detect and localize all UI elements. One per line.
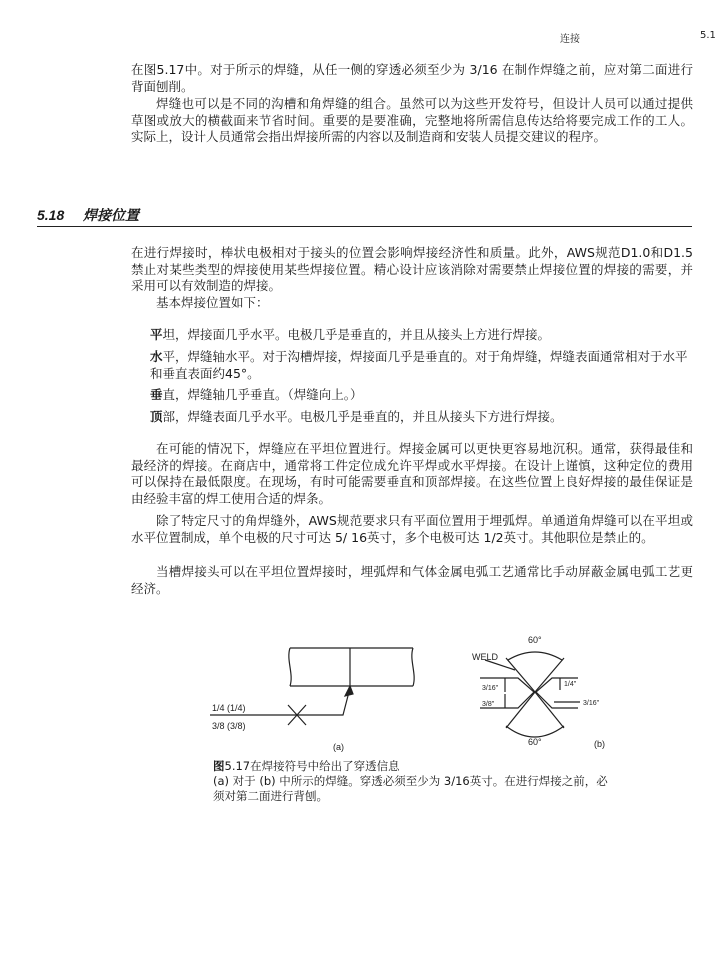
- position-key: 平: [150, 327, 163, 342]
- dim-label-38: 3/8": [482, 701, 495, 708]
- body-paragraph-1: 在进行焊接时，棒状电极相对于接头的位置会影响焊接经济性和质量。此外，AWS规范D1.0和D1.5禁止对某些类型的焊接使用某些焊接位置。精心设计应该消除对需要禁止焊接位置的焊接的需要，并采用可以有效制造的焊接。: [131, 245, 693, 293]
- body-paragraph-5: 当槽焊接头可以在平坦位置焊接时，埋弧焊和气体金属电弧工艺通常比手动屏蔽金属电弧工艺更经济。: [131, 564, 693, 596]
- caption-line-2: (a) 对于 (b) 中所示的焊缝。穿透必须至少为 3/16英寸。在进行焊接之前，必须对第二面进行背刨。: [213, 774, 608, 803]
- figure-a-label: (a): [333, 742, 344, 752]
- groove-line-bl: [506, 692, 535, 728]
- position-key: 垂: [150, 387, 163, 402]
- arrow-line: [310, 688, 350, 715]
- symbol-dim-bottom: 3/8 (3/8): [212, 721, 246, 731]
- position-key: 水: [150, 349, 163, 364]
- weld-label: WELD: [472, 652, 499, 662]
- weld-arc-top: [508, 652, 562, 660]
- page-number: 5.1: [700, 30, 716, 41]
- position-key: 顶: [150, 409, 163, 424]
- body-paragraph-4: 除了特定尺寸的角焊缝外，AWS规范要求只有平面位置用于埋弧焊。单通道角焊缝可以在平坦或水平位置制成，单个电极的尺寸可达 5/ 16英寸，多个电极可达 1/2英寸。其他职位是禁止的。: [131, 513, 693, 545]
- position-item-vertical: [150, 387, 694, 404]
- section-number: 5.18: [37, 207, 65, 223]
- section-rule: [37, 226, 692, 227]
- caption-line-1: 5.17在焊接符号中给出了穿透信息: [224, 759, 400, 773]
- weld-arc-bottom: [506, 726, 564, 737]
- intro-paragraph-1: 在图5.17中。对于所示的焊缝，从任一侧的穿透必须至少为 3/16 在制作焊缝之前，应对第二面进行背面刨削。: [131, 62, 693, 94]
- plate-break-left: [289, 648, 291, 686]
- caption-head: 图: [213, 759, 225, 773]
- section-title: 焊接位置: [83, 207, 139, 223]
- plate-break-right: [412, 648, 414, 686]
- position-text: 部，焊缝表面几乎水平。电极几乎是垂直的，并且从接头下方进行焊接。: [162, 409, 563, 424]
- weld-symbol-figure: [200, 630, 630, 755]
- position-item-overhead: [150, 409, 694, 426]
- body-paragraph-3: 在可能的情况下，焊缝应在平坦位置进行。焊接金属可以更快更容易地沉积。通常，获得最佳和最经济的焊接。在商店中，通常将工件定位成允许平焊或水平焊接。在设计上谨慎，这种定位的费用可以保持在最低限度。在现场，有时可能需要垂直和顶部焊接。在这些位置上良好焊接的最佳保证是由经验丰富的焊工使用合适的焊条。: [131, 441, 693, 506]
- groove-line-tl: [506, 658, 535, 692]
- intro-paragraph-2: 焊缝也可以是不同的沟槽和角焊缝的组合。虽然可以为这些开发符号，但设计人员可以通过提供草图或放大的横截面来节省时间。重要的是要准确，完整地将所需信息传达给将要完成工作的工人。实际上，设计人员通常会指出焊接所需的内容以及制造商和安装人员提交建议的程序。: [131, 96, 693, 144]
- dim-label-316-right: 3/16": [583, 700, 600, 707]
- groove-angle-top: 60°: [528, 635, 542, 645]
- dim-label-316: 3/16": [482, 685, 499, 692]
- body-paragraph-2: 基本焊接位置如下：: [156, 295, 269, 310]
- dim-label-14: 1/4": [564, 681, 577, 688]
- figure-b-label: (b): [594, 739, 605, 749]
- figure-caption: [213, 759, 613, 804]
- groove-angle-bottom: 60°: [528, 737, 542, 747]
- section-heading: [37, 205, 139, 225]
- groove-line-br: [535, 692, 564, 728]
- position-item-horizontal: [150, 349, 694, 382]
- running-header-title: 连接: [560, 34, 580, 45]
- position-text: 平，焊缝轴水平。对于沟槽焊接，焊接面几乎是垂直的。对于角焊缝，焊缝表面通常相对于水平和垂直表面约45°。: [150, 349, 688, 381]
- symbol-dim-top: 1/4 (1/4): [212, 703, 246, 713]
- position-text: 坦，焊接面几乎水平。电极几乎是垂直的，并且从接头上方进行焊接。: [162, 327, 551, 342]
- figure-a: [210, 648, 414, 725]
- position-text: 直，焊缝轴几乎垂直。（焊缝向上。）: [162, 387, 363, 402]
- position-item-flat: [150, 327, 694, 344]
- figure-b: [480, 652, 580, 737]
- arrowhead: [345, 686, 353, 696]
